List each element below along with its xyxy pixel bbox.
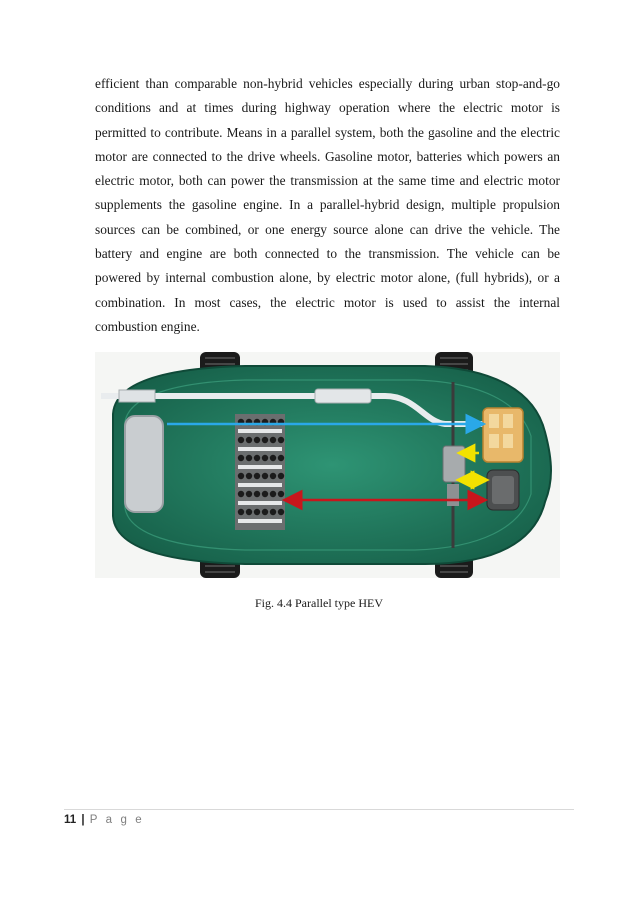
footer-divider xyxy=(64,809,574,810)
body-line: motor are connected to the drive wheels. Gasoline motor, batteries which powers an xyxy=(95,148,560,164)
page-label: P a g e xyxy=(89,814,145,826)
body-line: permitted to contribute. Means in a parallel system, both the gasoline and the electric xyxy=(95,124,560,140)
body-line: combination. In most cases, the electric motor is used to assist the internal xyxy=(95,294,560,310)
battery-pack xyxy=(235,414,285,530)
body-line: conditions and at times during highway operation where the electric motor is xyxy=(95,100,560,116)
page-number: 11 xyxy=(64,814,77,826)
figure-caption: Fig. 4.4 Parallel type HEV xyxy=(255,596,383,610)
car-chassis-diagram xyxy=(95,352,560,578)
body-line: powered by internal combustion alone, by electric motor alone, (full hybrids), or a xyxy=(95,270,560,286)
body-line: supplements the gasoline engine. In a parallel-hybrid design, multiple propulsion xyxy=(95,197,560,213)
body-line: combustion engine. xyxy=(95,318,200,334)
electric-motor xyxy=(487,470,519,510)
body-line: efficient than comparable non-hybrid vehicles especially during urban stop-and-go xyxy=(95,76,560,91)
page-footer xyxy=(64,814,144,826)
body-line: sources can be combined, or one energy source alone can drive the vehicle. The xyxy=(95,221,560,237)
body-line: electric motor, both can power the transmission at the same time and electric motor xyxy=(95,173,560,189)
footer-separator: | xyxy=(81,814,85,826)
parallel-hev-figure xyxy=(95,352,560,578)
engine-block xyxy=(483,408,523,462)
body-line: battery and engine are both connected to the transmission. The vehicle can be xyxy=(95,246,560,262)
body-paragraph xyxy=(95,72,560,339)
